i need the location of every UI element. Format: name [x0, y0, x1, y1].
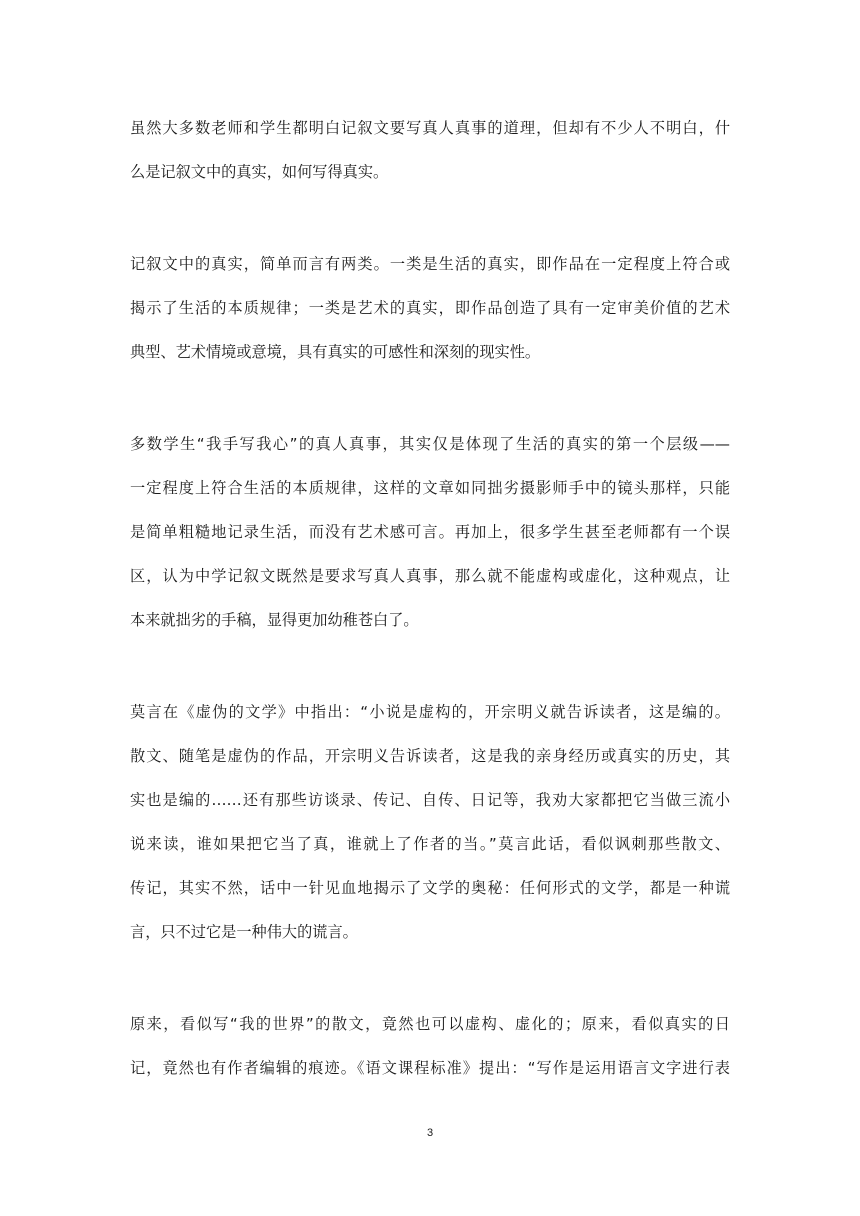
paragraph-3-line-3: 是简单粗糙地记录生活，而没有艺术感可言。再加上，很多学生甚至老师都有一个误: [130, 523, 730, 541]
paragraph-4-line-1: 莫言在《虚伪的文学》中指出：“小说是虚构的，开宗明义就告诉读者，这是编的。: [130, 703, 730, 721]
paragraph-4-line-4: 说来读，谁如果把它当了真，谁就上了作者的当。”莫言此话，看似讽刺那些散文、: [130, 835, 730, 853]
paragraph-2-line-3: 典型、艺术情境或意境，具有真实的可感性和深刻的现实性。: [130, 343, 541, 361]
paragraph-4-line-6: 言，只不过它是一种伟大的谎言。: [130, 923, 358, 941]
paragraph-1-line-1: 虽然大多数老师和学生都明白记叙文要写真人真事的道理，但却有不少人不明白，什: [130, 119, 730, 137]
paragraph-5-line-2: 记，竟然也有作者编辑的痕迹。《语文课程标准》提出：“写作是运用语言文字进行表: [130, 1059, 730, 1077]
page-number: 3: [426, 1127, 434, 1139]
paragraph-2-line-1: 记叙文中的真实，简单而言有两类。一类是生活的真实，即作品在一定程度上符合或: [130, 255, 730, 273]
paragraph-3-line-5: 本来就拙劣的手稿，显得更加幼稚苍白了。: [130, 611, 419, 629]
paragraph-2-line-2: 揭示了生活的本质规律；一类是艺术的真实，即作品创造了具有一定审美价值的艺术: [130, 299, 730, 317]
paragraph-4-line-3: 实也是编的……还有那些访谈录、传记、自传、日记等，我劝大家都把它当做三流小: [130, 791, 730, 809]
paragraph-5-line-1: 原来，看似写“我的世界”的散文，竟然也可以虚构、虚化的；原来，看似真实的日: [130, 1015, 730, 1033]
paragraph-3-line-2: 一定程度上符合生活的本质规律，这样的文章如同拙劣摄影师手中的镜头那样，只能: [130, 479, 730, 497]
paragraph-4-line-5: 传记，其实不然，话中一针见血地揭示了文学的奥秘：任何形式的文学，都是一种谎: [130, 879, 730, 897]
paragraph-3-line-4: 区，认为中学记叙文既然是要求写真人真事，那么就不能虚构或虚化，这种观点，让: [130, 567, 730, 585]
paragraph-3-line-1: 多数学生“我手写我心”的真人真事，其实仅是体现了生活的真实的第一个层级——: [130, 435, 730, 453]
paragraph-1-line-2: 么是记叙文中的真实，如何写得真实。: [130, 163, 389, 181]
paragraph-4-line-2: 散文、随笔是虚伪的作品，开宗明义告诉读者，这是我的亲身经历或真实的历史，其: [130, 747, 730, 765]
